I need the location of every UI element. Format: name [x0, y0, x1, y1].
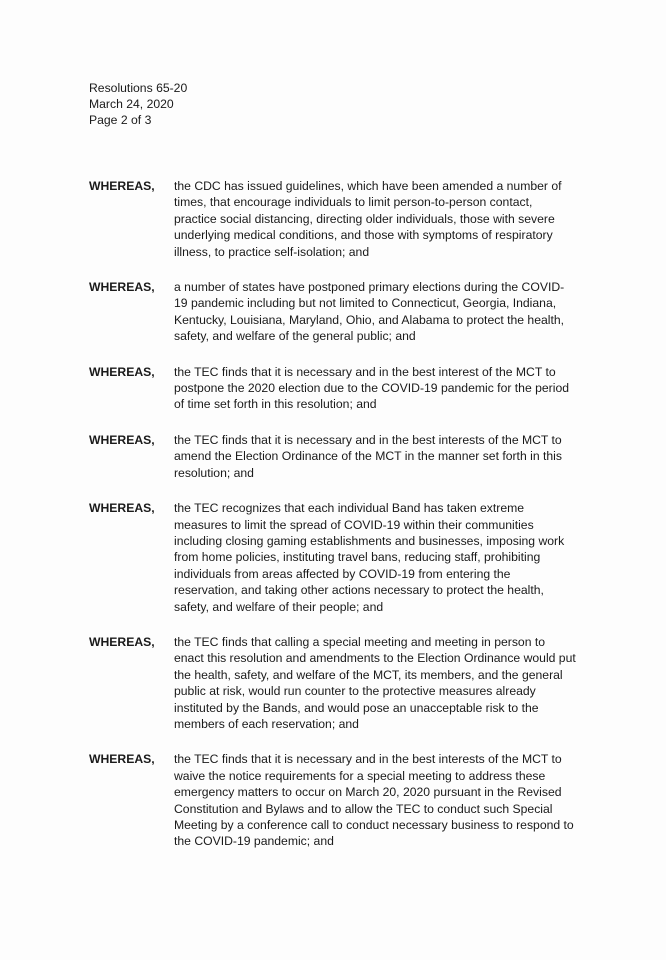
- whereas-clause: [89, 279, 649, 345]
- whereas-keyword: WHEREAS,: [89, 280, 155, 295]
- clause-line: the TEC finds that calling a special meeting and meeting in person to: [174, 634, 546, 649]
- page-number: Page 2 of 3: [89, 113, 152, 127]
- clause-text: [174, 178, 649, 260]
- clause-line: including closing gaming establishments and businesses, imposing work: [174, 533, 565, 548]
- clause-line: individuals from areas affected by COVID-19 from entering the: [174, 566, 511, 581]
- whereas-clause: [89, 500, 649, 615]
- resolution-date: March 24, 2020: [89, 97, 174, 111]
- whereas-clause: [89, 432, 649, 481]
- clause-line: emergency matters to occur on March 20, 2020 pursuant in the Revised: [174, 785, 562, 800]
- whereas-clause: [89, 364, 649, 413]
- clause-line: illness, to practice self-isolation; and: [174, 244, 370, 259]
- clause-text: [174, 500, 649, 615]
- resolution-number: Resolutions 65-20: [89, 81, 188, 95]
- whereas-clause: [89, 634, 649, 732]
- clause-line: amend the Election Ordinance of the MCT in the manner set forth in this: [174, 449, 562, 464]
- clause-line: practice social distancing, directing older individuals, those with severe: [174, 211, 555, 226]
- whereas-keyword: WHEREAS,: [89, 501, 155, 516]
- whereas-clause: [89, 178, 649, 260]
- clause-line: Meeting by a conference call to conduct necessary business to respond to: [174, 818, 574, 832]
- clause-line: Constitution and Bylaws and to allow the TEC to conduct such Special: [174, 801, 553, 816]
- clause-line: underlying medical conditions, and those with symptoms of respiratory: [174, 228, 553, 243]
- clause-line: measures to limit the spread of COVID-19 within their communities: [174, 517, 534, 532]
- clause-line: reservation, and taking other actions necessary to protect the health,: [174, 583, 544, 598]
- clause-line: of time set forth in this resolution; and: [174, 397, 377, 412]
- clause-line: safety, and welfare of their people; and: [174, 599, 384, 614]
- clause-line: safety, and welfare of the general public; and: [174, 329, 416, 344]
- clause-line: public at risk, would run counter to the protective measures already: [174, 684, 536, 699]
- clause-line: from home policies, instituting travel bans, reducing staff, prohibiting: [174, 550, 541, 565]
- clause-text: [174, 751, 649, 849]
- clause-line: instituted by the Bands, and would pose an unacceptable risk to the: [174, 700, 539, 715]
- clause-text: [174, 634, 649, 732]
- clause-line: the TEC finds that it is necessary and in the best interests of the MCT to: [174, 432, 562, 447]
- clause-line: the TEC finds that it is necessary and in the best interest of the MCT to: [174, 364, 556, 379]
- clause-line: a number of states have postponed primary elections during the COVID-: [174, 280, 565, 295]
- clause-line: the health, safety, and welfare of the MCT, its members, and the general: [174, 667, 563, 682]
- clause-text: [174, 279, 649, 345]
- clause-line: resolution; and: [174, 465, 254, 480]
- clause-line: enact this resolution and amendments to the Election Ordinance would put: [174, 651, 576, 666]
- clause-line: the TEC recognizes that each individual Band has taken extreme: [174, 501, 525, 516]
- whereas-keyword: WHEREAS,: [89, 432, 155, 447]
- whereas-keyword: WHEREAS,: [89, 364, 155, 379]
- clause-line: the CDC has issued guidelines, which have been amended a number of: [174, 179, 562, 193]
- clause-line: times, that encourage individuals to limit person-to-person contact,: [174, 195, 533, 210]
- clause-line: the COVID-19 pandemic; and: [174, 834, 334, 849]
- clause-text: [174, 364, 649, 413]
- whereas-clauses: [89, 178, 649, 869]
- clause-line: 19 pandemic including but not limited to Connecticut, Georgia, Indiana,: [174, 296, 557, 311]
- whereas-keyword: WHEREAS,: [89, 179, 155, 193]
- whereas-keyword: WHEREAS,: [89, 634, 155, 649]
- whereas-keyword: WHEREAS,: [89, 752, 155, 767]
- clause-line: waive the notice requirements for a special meeting to address these: [174, 768, 546, 783]
- whereas-clause: [89, 751, 649, 849]
- clause-line: postpone the 2020 election due to the COVID-19 pandemic for the period: [174, 381, 569, 396]
- clause-line: the TEC finds that it is necessary and in the best interests of the MCT to: [174, 752, 562, 767]
- document-header: [89, 80, 187, 128]
- clause-line: Kentucky, Louisiana, Maryland, Ohio, and Alabama to protect the health,: [174, 312, 565, 327]
- clause-line: members of each reservation; and: [174, 716, 359, 731]
- clause-text: [174, 432, 649, 481]
